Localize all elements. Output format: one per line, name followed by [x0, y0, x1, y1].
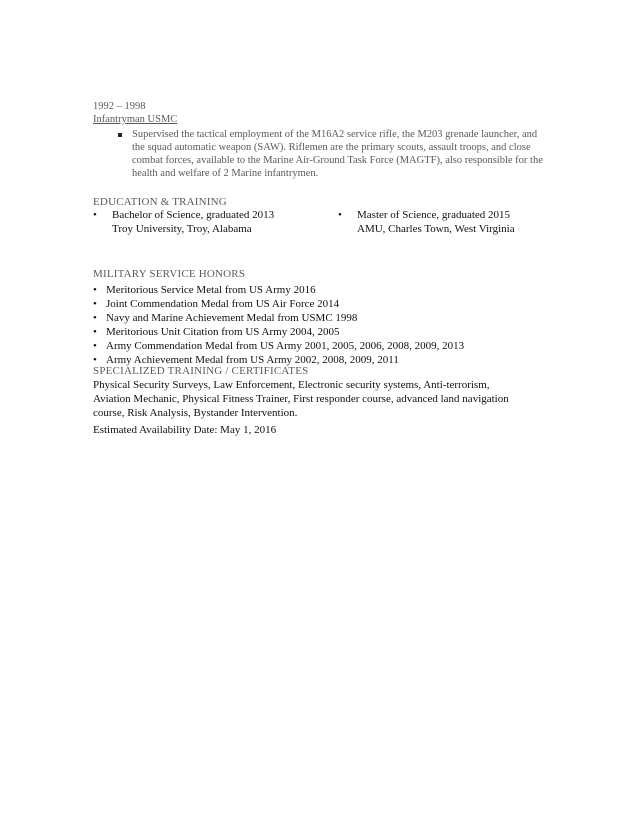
honors-heading: MILITARY SERVICE HONORS — [93, 268, 246, 280]
education-heading: EDUCATION & TRAINING — [93, 196, 227, 208]
bullet-icon: • — [338, 209, 342, 221]
education-degree: Bachelor of Science, graduated 2013 — [112, 209, 275, 221]
education-school: Troy University, Troy, Alabama — [112, 223, 252, 235]
training-section — [93, 364, 513, 420]
education-degree: Master of Science, graduated 2015 — [357, 209, 511, 221]
training-heading: SPECIALIZED TRAINING / CERTIFICATES — [93, 365, 309, 377]
availability-date: Estimated Availability Date: May 1, 2016 — [93, 424, 277, 436]
education-school: AMU, Charles Town, West Virginia — [357, 223, 515, 235]
honors-list — [93, 283, 563, 367]
training-text: Physical Security Surveys, Law Enforcement, Electronic security systems, Anti-terrorism, Aviation Mechanic, Physical Fitness Trainer, First responder course, advanced land navigation course, Risk Analysis, Bystander Intervention. — [93, 379, 509, 419]
honor-text: Joint Commendation Medal from US Air Force 2014 — [106, 298, 340, 310]
bullet-icon: • — [93, 340, 97, 352]
honor-text: Navy and Marine Achievement Medal from USMC 1998 — [106, 312, 358, 324]
bullet-icon: • — [93, 312, 97, 324]
honors-section — [93, 267, 563, 367]
job-title: Infantryman USMC — [93, 114, 178, 125]
honor-text: Meritorious Service Metal from US Army 2016 — [106, 284, 316, 296]
education-entry — [338, 208, 563, 236]
job-bullet-text: Supervised the tactical employment of the M16A2 service rifle, the M203 grenade launcher, and the squad automatic weapon (SAW). Riflemen are the primary scouts, assault troops, and close combat forces, available to the Marine Air-Ground Task Force (MAGTF), also responsible for the health and welfare of 2 Marine infantrymen. — [132, 129, 543, 179]
honor-text: Meritorious Unit Citation from US Army 2004, 2005 — [106, 326, 340, 338]
honor-text: Army Commendation Medal from US Army 2001, 2005, 2006, 2008, 2009, 2013 — [106, 340, 465, 352]
honor-item — [93, 311, 563, 325]
bullet-icon: • — [93, 298, 97, 310]
job-section — [93, 100, 563, 180]
bullet-icon: • — [93, 354, 97, 366]
honor-item — [93, 325, 563, 339]
job-bullet — [93, 128, 552, 180]
job-dates: 1992 – 1998 — [93, 101, 146, 112]
honor-item — [93, 297, 563, 311]
bullet-icon: • — [93, 284, 97, 296]
bullet-icon: • — [93, 209, 97, 221]
honor-item — [93, 283, 563, 297]
honor-item — [93, 339, 563, 353]
education-entry — [93, 208, 333, 236]
honor-text: Army Achievement Medal from US Army 2002, 2008, 2009, 2011 — [106, 354, 399, 366]
square-bullet-icon — [118, 133, 122, 137]
job-bullet-list — [93, 128, 563, 180]
bullet-icon: • — [93, 326, 97, 338]
